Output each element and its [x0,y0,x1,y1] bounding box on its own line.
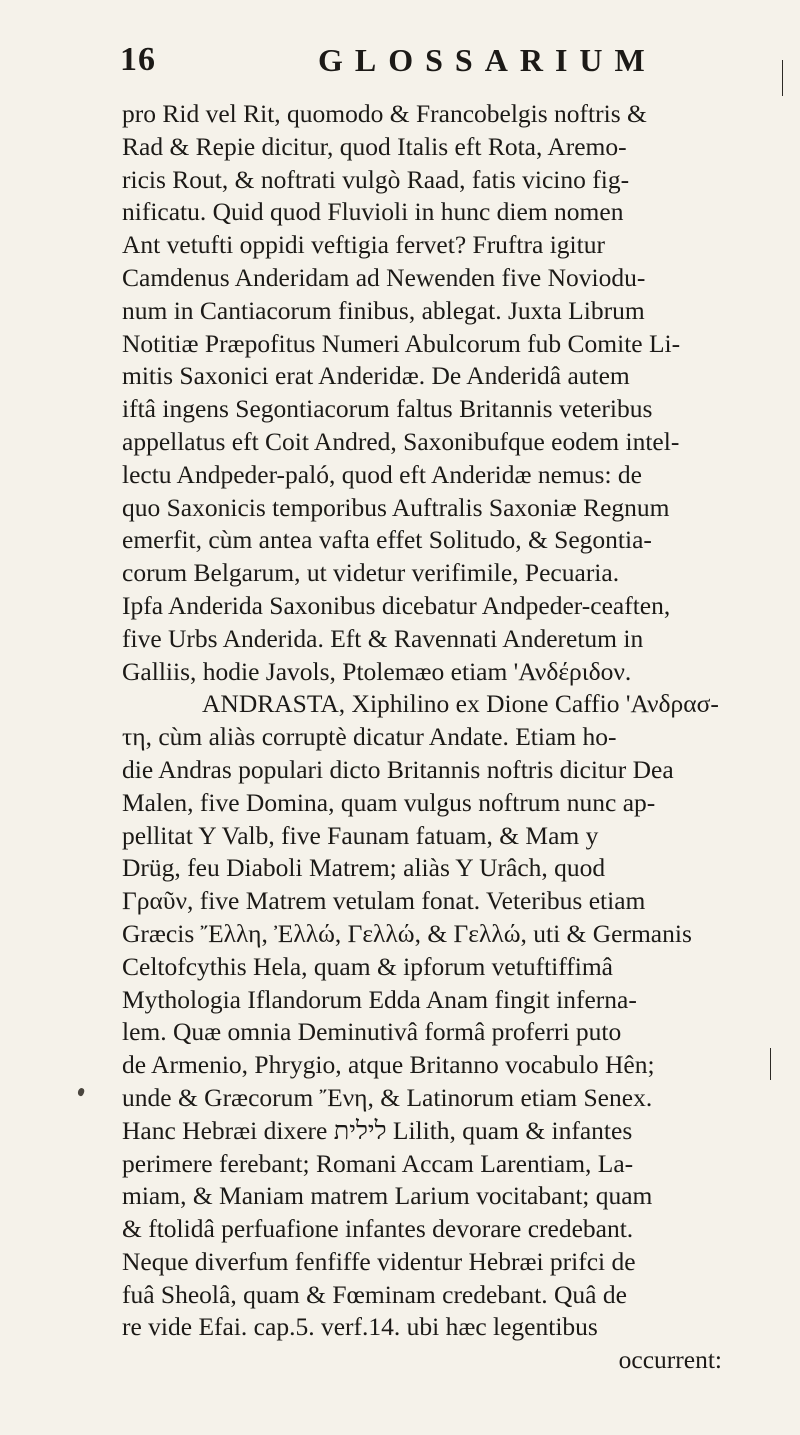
text-line: de Armenio, Phrygio, atque Britanno vocabulo Hên; [122,1050,655,1080]
text-line: Neque diverfum fenfiffe videntur Hebræi prifci de [122,1246,636,1276]
text-line: Mythologia Iflandorum Edda Anam fingit inferna- [122,984,637,1014]
text-line: Rad & Repie dicitur, quod Italis eft Rota, Aremo- [122,131,627,161]
text-line: Notitiæ Præpofitus Numeri Abulcorum fub Comite Li- [122,328,681,358]
text-line: lem. Quæ omnia Deminutivâ formâ proferri puto [122,1017,622,1047]
text-line: perimere ferebant; Romani Accam Larentiam, La- [122,1148,634,1178]
margin-mark [782,60,783,96]
text-line: unde & Græcorum Ἔνη, & Latinorum etiam Senex. [122,1082,653,1112]
body-text [122,98,740,1377]
text-line: Γραῦν, five Matrem vetulam fonat. Veteribus etiam [122,886,646,916]
text-line: Celtofcythis Hela, quam & ipforum vetuftiffimâ [122,951,613,981]
ink-spot [77,1087,86,1097]
text-line: corum Belgarum, ut videtur verifimile, Pecuaria. [122,558,620,588]
text-line: Drüg, feu Diaboli Matrem; aliàs Y Urâch, quod [122,853,606,883]
text-line: five Urbs Anderida. Eft & Ravennati Anderetum in [122,623,644,653]
text-line: Galliis, hodie Javols, Ptolemæo etiam 'Ανδέριδον. [122,656,632,686]
text-line: num in Cantiacorum finibus, ablegat. Juxta Librum [122,295,645,325]
text-line: Malen, five Domina, quam vulgus noftrum nunc ap- [122,787,656,817]
page-header [120,38,740,82]
catchword-line: occurrent: [618,1345,722,1375]
text-line: emerfit, cùm antea vafta effet Solitudo, & Segontia- [122,525,652,555]
text-line: & ftolidâ perfuafione infantes devorare credebant. [122,1214,634,1244]
text-line: lectu Andpeder-paló, quod eft Anderidæ nemus: de [122,459,642,489]
text-line: Ipfa Anderida Saxonibus dicebatur Andpeder-ceaften, [122,590,671,620]
text-line: quo Saxonicis temporibus Auftralis Saxoniæ Regnum [122,492,670,522]
running-head: GLOSSARIUM [318,41,657,78]
text-line: miam, & Maniam matrem Larium vocitabant; quam [122,1181,653,1211]
text-line: mitis Saxonici erat Anderidæ. De Anderidâ autem [122,361,630,391]
text-line: Camdenus Anderidam ad Newenden five Noviodu- [122,262,646,292]
text-line: fuâ Sheolâ, quam & Fœminam credebant. Quâ de [122,1279,627,1309]
margin-mark [770,1048,771,1080]
text-line: pro Rid vel Rit, quomodo & Francobelgis noftris & [122,99,647,128]
entry-heading-line: ANDRASTA, Xiphilino ex Dione Caffio 'Ανδρασ- [202,689,719,719]
text-line: re vide Efai. cap.5. verf.14. ubi hæc legentibus [122,1312,598,1342]
text-line: ricis Rout, & noftrati vulgò Raad, fatis vicino fig- [122,164,630,194]
text-line: appellatus eft Coit Andred, Saxonibufque eodem intel- [122,426,680,456]
text-line: τη, cùm aliàs corruptè dicatur Andate. Etiam ho- [122,722,617,752]
text-line: pellitat Y Valb, five Faunam fatuam, & Mam y [122,820,599,850]
text-line: Hanc Hebræi dixere לילית Lilith, quam & infantes [122,1115,633,1145]
text-line: die Andras populari dicto Britannis noftris dicitur Dea [122,754,674,784]
page-number: 16 [120,41,156,78]
text-line: nificatu. Quid quod Fluvioli in hunc diem nomen [122,197,624,227]
text-line: Ant vetufti oppidi veftigia fervet? Fruftra igitur [122,230,605,260]
text-line: iftâ ingens Segontiacorum faltus Britannis veteribus [122,394,653,424]
text-line: Græcis Ἔλλη, Ἐλλώ, Γελλώ, & Γελλώ, uti & Germanis [122,918,692,948]
